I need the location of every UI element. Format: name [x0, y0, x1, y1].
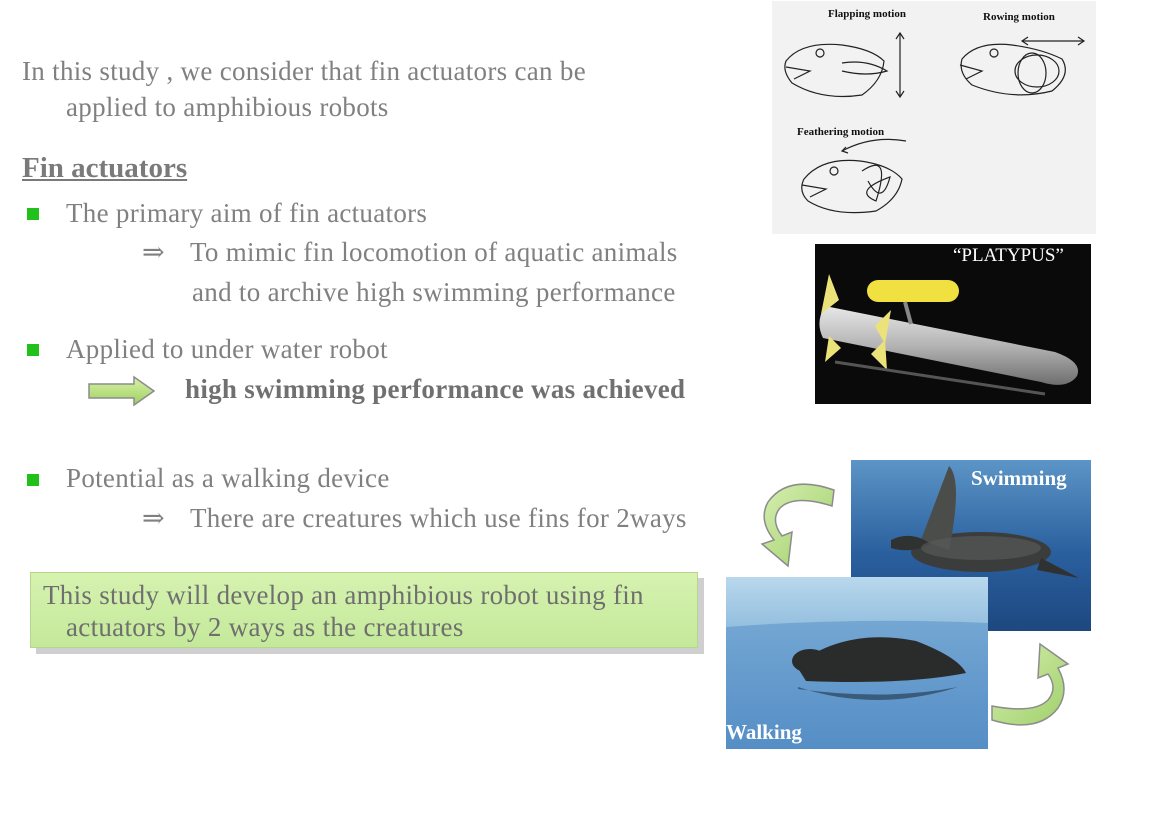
conclusion-callout [30, 572, 698, 648]
bullet-icon [27, 344, 39, 356]
bullet-1-sub-1: To mimic fin locomotion of aquatic animals [190, 237, 678, 267]
callout-line-1: This study will develop an amphibious robot using fin [43, 580, 644, 610]
section-heading: Fin actuators [22, 152, 188, 184]
bullet-icon [27, 208, 39, 220]
intro-line-1: In this study , we consider that fin actuators can be [22, 56, 586, 86]
callout-line-2: actuators by 2 ways as the creatures [66, 612, 464, 642]
platypus-label: “PLATYPUS” [953, 245, 1064, 266]
bullet-icon [27, 474, 39, 486]
swimming-label: Swimming [971, 466, 1067, 490]
bullet-2-result: high swimming performance was achieved [185, 374, 686, 404]
bullet-3-text: Potential as a walking device [66, 463, 390, 493]
rowing-label: Rowing motion [983, 11, 1055, 23]
right-arrow-icon [86, 375, 158, 407]
curved-arrow-icon [748, 474, 838, 568]
bullet-2-text: Applied to under water robot [66, 334, 388, 364]
fish-motion-diagram [772, 1, 1096, 234]
bullet-1-text: The primary aim of fin actuators [66, 198, 428, 228]
walking-turtle-photo [726, 577, 988, 749]
walking-label: Walking [726, 720, 802, 744]
implies-icon: ⇒ [142, 237, 165, 267]
intro-line-2: applied to amphibious robots [66, 92, 389, 122]
feathering-label: Feathering motion [797, 126, 885, 138]
flapping-label: Flapping motion [828, 8, 906, 20]
bullet-1-sub-2: and to archive high swimming performance [192, 277, 676, 307]
fish-sketches [772, 1, 1096, 234]
platypus-robot-photo [815, 244, 1091, 404]
curved-arrow-icon [988, 642, 1078, 734]
bullet-3-sub-1: There are creatures which use fins for 2ways [190, 503, 687, 533]
robot-illustration [815, 244, 1091, 404]
implies-icon: ⇒ [142, 503, 165, 533]
